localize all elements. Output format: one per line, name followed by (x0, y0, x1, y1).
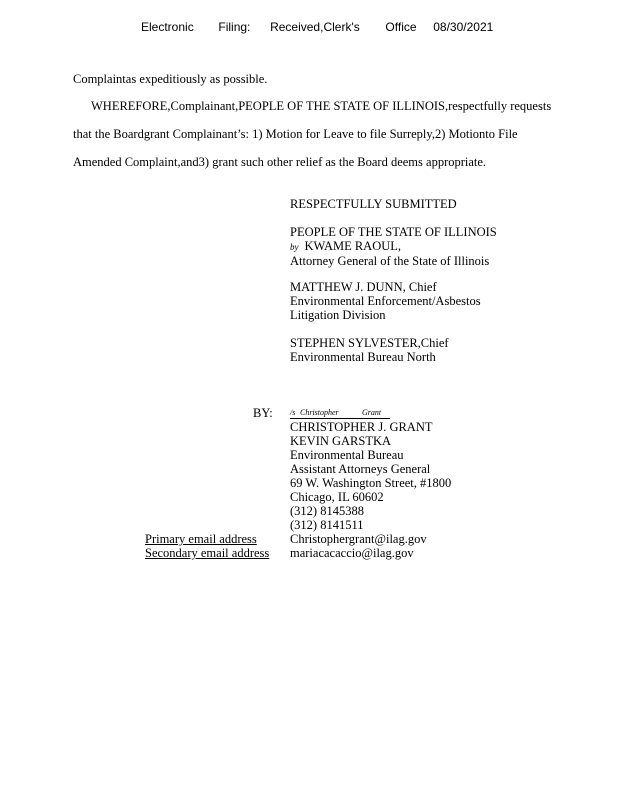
sylvester-name: STEPHEN SYLVESTER,Chief (290, 336, 449, 350)
dunn-name: MATTHEW J. DUNN, Chief (290, 280, 437, 294)
garstka-name: KEVIN GARSTKA (290, 434, 392, 448)
people-block (290, 225, 497, 268)
phone-2: (312) 8141511 (290, 518, 364, 532)
grant-name: CHRISTOPHER J. GRANT (290, 420, 433, 434)
sig-last: Grant (362, 408, 382, 417)
body-line-3: that the Boardgrant Complainant’s: 1) Motion for Leave to file Surreply,2) Motionto File (73, 127, 518, 141)
respectfully-submitted: RESPECTFULLY SUBMITTED (290, 197, 457, 211)
by-small: by (290, 242, 299, 252)
ag-title: Attorney General of the State of Illinois (290, 254, 490, 268)
body-line-1: Complaintas expeditiously as possible. (73, 72, 268, 86)
ag-name: KWAME RAOUL, (304, 239, 402, 253)
by-label: BY: (253, 406, 273, 420)
city-address: Chicago, IL 60602 (290, 490, 384, 504)
street-address: 69 W. Washington Street, #1800 (290, 476, 452, 490)
dunn-title-2: Litigation Division (290, 308, 386, 322)
aag-title: Assistant Attorneys General (290, 462, 431, 476)
dunn-title-1: Environmental Enforcement/Asbestos (290, 294, 481, 308)
sylvester-block (290, 336, 449, 364)
header-office: Office (385, 20, 417, 34)
bureau: Environmental Bureau (290, 448, 404, 462)
attorney-block (290, 420, 451, 560)
header-electronic: Electronic (141, 20, 194, 34)
body-line-2: WHEREFORE,Complainant,PEOPLE OF THE STATE OF ILLINOIS,respectfully requests (91, 99, 552, 113)
sylvester-title: Environmental Bureau North (290, 350, 436, 364)
header-received: Received,Clerk's (270, 20, 360, 34)
dunn-block (290, 280, 481, 322)
secondary-email-label: Secondary email address (145, 546, 270, 560)
sig-first: Christopher (300, 408, 339, 417)
filing-header (141, 20, 493, 34)
primary-email[interactable]: Christophergrant@ilag.gov (290, 532, 427, 546)
header-filing: Filing: (218, 20, 251, 34)
header-date: 08/30/2021 (433, 20, 494, 34)
ag-line (290, 239, 497, 254)
primary-email-label: Primary email address (145, 532, 257, 546)
people-name: PEOPLE OF THE STATE OF ILLINOIS (290, 225, 497, 239)
sig-prefix: /s (290, 408, 296, 417)
body-line-4: Amended Complaint,and3) grant such other relief as the Board deems appropriate. (73, 155, 487, 169)
secondary-email[interactable]: mariacacaccio@ilag.gov (290, 546, 414, 560)
phone-1: (312) 8145388 (290, 504, 364, 518)
signature-line (290, 406, 390, 419)
